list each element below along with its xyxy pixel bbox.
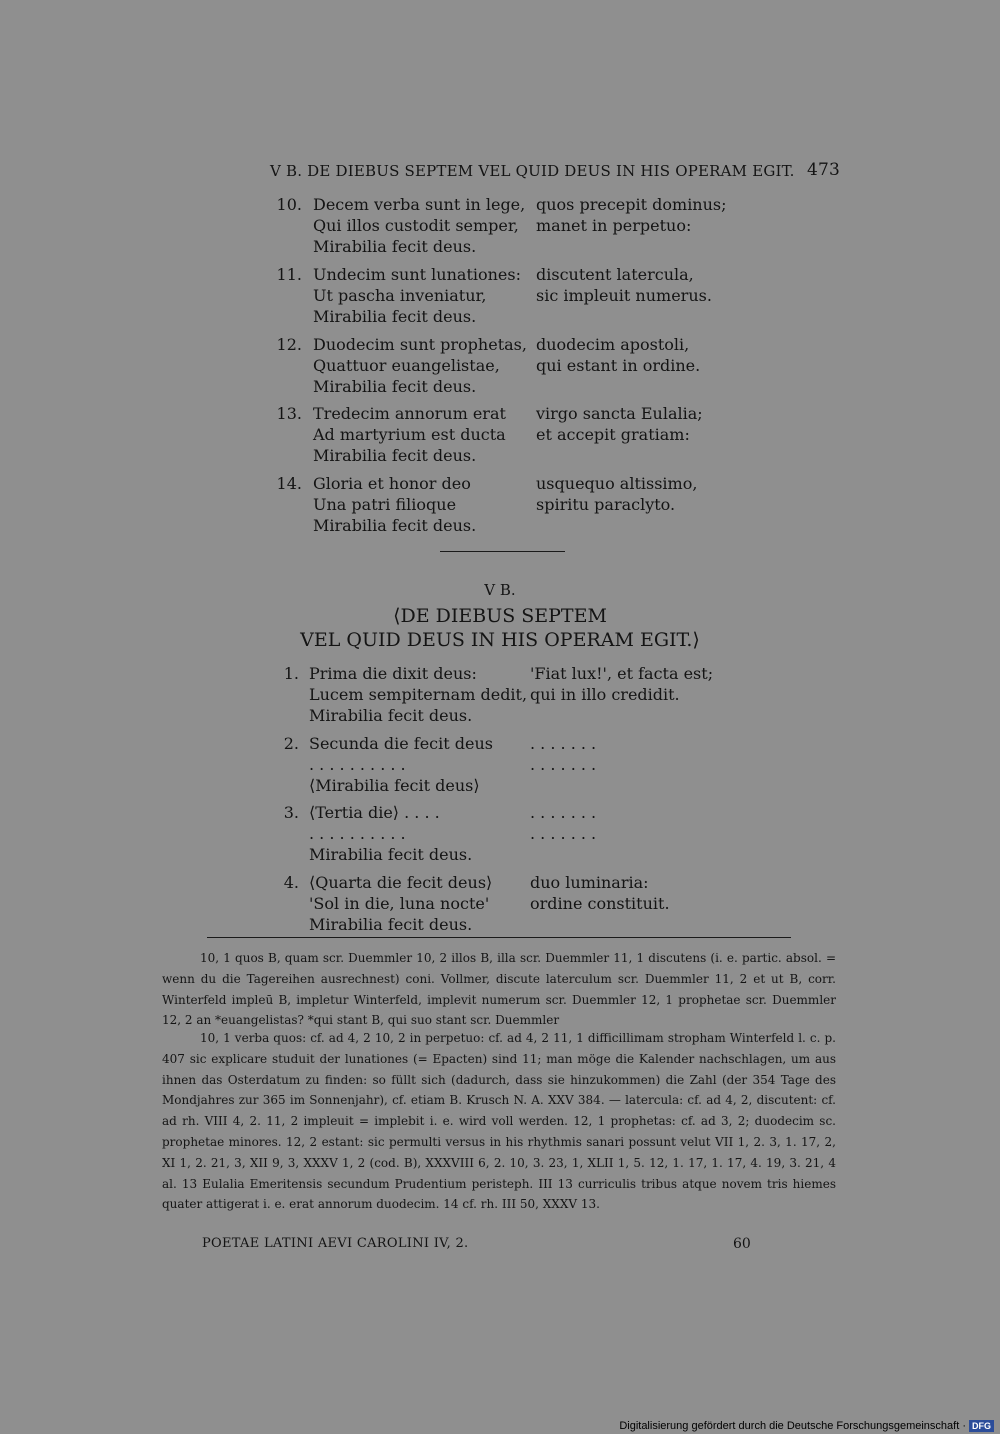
verse-line-first-half: Mirabilia fecit deus. [313, 377, 477, 396]
verse-line-second-half: qui in illo credidit. [530, 685, 680, 704]
verse-line-second-half: spiritu paraclyto. [536, 495, 676, 514]
digitization-credit [619, 1420, 994, 1432]
stanza-number: 13. [276, 404, 302, 423]
stanza-number: 10. [276, 195, 302, 214]
verse-line-first-half: Ut pascha inveniatur, [313, 286, 487, 305]
verse-line-first-half: Quattuor euangelistae, [313, 356, 500, 375]
verse-line-second-half: . . . . . . . [530, 734, 597, 753]
footer-signature: 60 [733, 1236, 751, 1252]
section-heading-line2: VEL QUID DEUS IN HIS OPERAM EGIT.⟩ [300, 629, 700, 651]
verse-line-second-half: . . . . . . . [530, 803, 597, 822]
verse-line-first-half: 'Sol in die, luna nocte' [309, 894, 490, 913]
verse-line-second-half: usquequo altissimo, [536, 474, 698, 493]
verse-line-first-half: Undecim sunt lunationes: [313, 265, 521, 284]
running-head [270, 160, 840, 182]
digitization-text: Digitalisierung gefördert durch die Deutsche Forschungsgemeinschaft · [619, 1420, 966, 1432]
critical-notes: 10, 1 quos B, quam scr. Duemmler 10, 2 illos B, illa scr. Duemmler 11, 1 discutens (i. e. partic. absol. = wenn du die Tagereihen ausrechnest) coni. Vollmer, discute laterculum scr. Duemmler 11, 2 et ut B, corr. Winterfeld impleū B, impletur Winterfeld, implevit numerum scr. Duemmler 12, 1 prophetae scr. Duemmler 12, 2 an *euangelistas? *qui stant B, qui suo stant scr. Duemmler [162, 951, 836, 1028]
verse-line-first-half: Mirabilia fecit deus. [313, 446, 477, 465]
verse-line-second-half: duodecim apostoli, [536, 335, 690, 354]
verse-line-first-half: Decem verba sunt in lege, [313, 195, 526, 214]
section-label: V B. [484, 581, 516, 599]
verse-line-first-half: . . . . . . . . . . [309, 824, 406, 843]
stanza-number: 1. [283, 664, 299, 683]
verse-line-first-half: Duodecim sunt prophetas, [313, 335, 527, 354]
footer-series: POETAE LATINI AEVI CAROLINI IV, 2. [202, 1236, 469, 1251]
verse-line-second-half: . . . . . . . [530, 755, 597, 774]
stanza-number: 3. [283, 803, 299, 822]
commentary-apparatus [162, 1028, 836, 1215]
verse-line-first-half: Mirabilia fecit deus. [313, 237, 477, 256]
verse-line-first-half: Lucem sempiternam dedit, [309, 685, 528, 704]
verse-line-first-half: Qui illos custodit semper, [313, 216, 519, 235]
commentary-notes: 10, 1 verba quos: cf. ad 4, 2 10, 2 in perpetuo: cf. ad 4, 2 11, 1 difficillimam stropham Winterfeld l. c. p. 407 sic explicare studuit der lunationes (= Epacten) sind 11; man möge die Kalender nachschlagen, um aus ihnen das Osterdatum zu finden: so füllt sich (dadurch, dass sie hinzukommen) die Zahl (der 354 Tage des Mondjahres zur 365 im Sonnenjahr), cf. etiam B. Krusch N. A. XXV 384. — latercula: cf. ad 4, 2, discutent: cf. ad rh. VIII 4, 2. 11, 2 impleuit = implebit i. e. wird voll werden. 12, 1 prophetas: cf. ad 3, 2; duodecim sc. prophetae minores. 12, 2 estant: sic permulti versus in his rhythmis sanari possunt velut VII 1, 2. 3, 1. 17, 2, XI 1, 2. 21, 3, XII 9, 3, XXXV 1, 2 (cod. B), XXXVIII 6, 2. 10, 3. 23, 1, XLII 1, 5. 12, 1. 17, 1. 17, 4. 19, 3. 21, 4 al. 13 Eulalia Emeritensis secundum Prudentium peristeph. III 13 curriculis tribus atque novem tris hiemes quater attigerat i. e. erat annorum duodecim. 14 cf. rh. III 50, XXXV 13. [162, 1031, 836, 1212]
verse-line-first-half: Mirabilia fecit deus. [309, 915, 473, 934]
verse-line-first-half: ⟨Quarta die fecit deus⟩ [309, 873, 493, 892]
stanza-number: 12. [276, 335, 302, 354]
critical-apparatus [162, 948, 836, 1031]
verse-line-first-half: ⟨Mirabilia fecit deus⟩ [309, 776, 480, 795]
verse-line-first-half: Ad martyrium est ducta [313, 425, 506, 444]
verse-line-first-half: Mirabilia fecit deus. [309, 845, 473, 864]
verse-line-second-half: . . . . . . . [530, 824, 597, 843]
stanza-number: 14. [276, 474, 302, 493]
verse-line-second-half: 'Fiat lux!', et facta est; [530, 664, 714, 683]
verse-line-first-half: Prima die dixit deus: [309, 664, 477, 683]
verse-line-first-half: Tredecim annorum erat [313, 404, 506, 423]
verse-line-first-half: Gloria et honor deo [313, 474, 471, 493]
stanza-number: 2. [283, 734, 299, 753]
verse-line-second-half: manet in perpetuo: [536, 216, 692, 235]
verse-line-second-half: quos precepit dominus; [536, 195, 727, 214]
verse-line-first-half: Secunda die fecit deus [309, 734, 493, 753]
verse-line-second-half: sic impleuit numerus. [536, 286, 712, 305]
verse-line-first-half: Mirabilia fecit deus. [309, 706, 473, 725]
verse-line-second-half: ordine constituit. [530, 894, 670, 913]
section-heading-line1: ⟨DE DIEBUS SEPTEM [393, 605, 607, 627]
verse-line-first-half: Una patri filioque [313, 495, 457, 514]
verse-line-second-half: virgo sancta Eulalia; [536, 404, 703, 423]
section-divider [440, 551, 565, 552]
verse-line-first-half: ⟨Tertia die⟩ . . . . [309, 803, 440, 822]
stanza-number: 11. [276, 265, 302, 284]
dfg-logo-icon: DFG [969, 1420, 994, 1432]
verse-line-second-half: discutent latercula, [536, 265, 694, 284]
verse-line-first-half: . . . . . . . . . . [309, 755, 406, 774]
verse-line-first-half: Mirabilia fecit deus. [313, 307, 477, 326]
running-head-title: V B. DE DIEBUS SEPTEM VEL QUID DEUS IN HIS OPERAM EGIT. [270, 162, 795, 180]
verse-line-second-half: qui estant in ordine. [536, 356, 701, 375]
verse-line-second-half: et accepit gratiam: [536, 425, 690, 444]
page-number: 473 [806, 160, 840, 180]
verse-line-first-half: Mirabilia fecit deus. [313, 516, 477, 535]
stanza-number: 4. [283, 873, 299, 892]
notes-divider [207, 937, 791, 938]
verse-line-second-half: duo luminaria: [530, 873, 649, 892]
